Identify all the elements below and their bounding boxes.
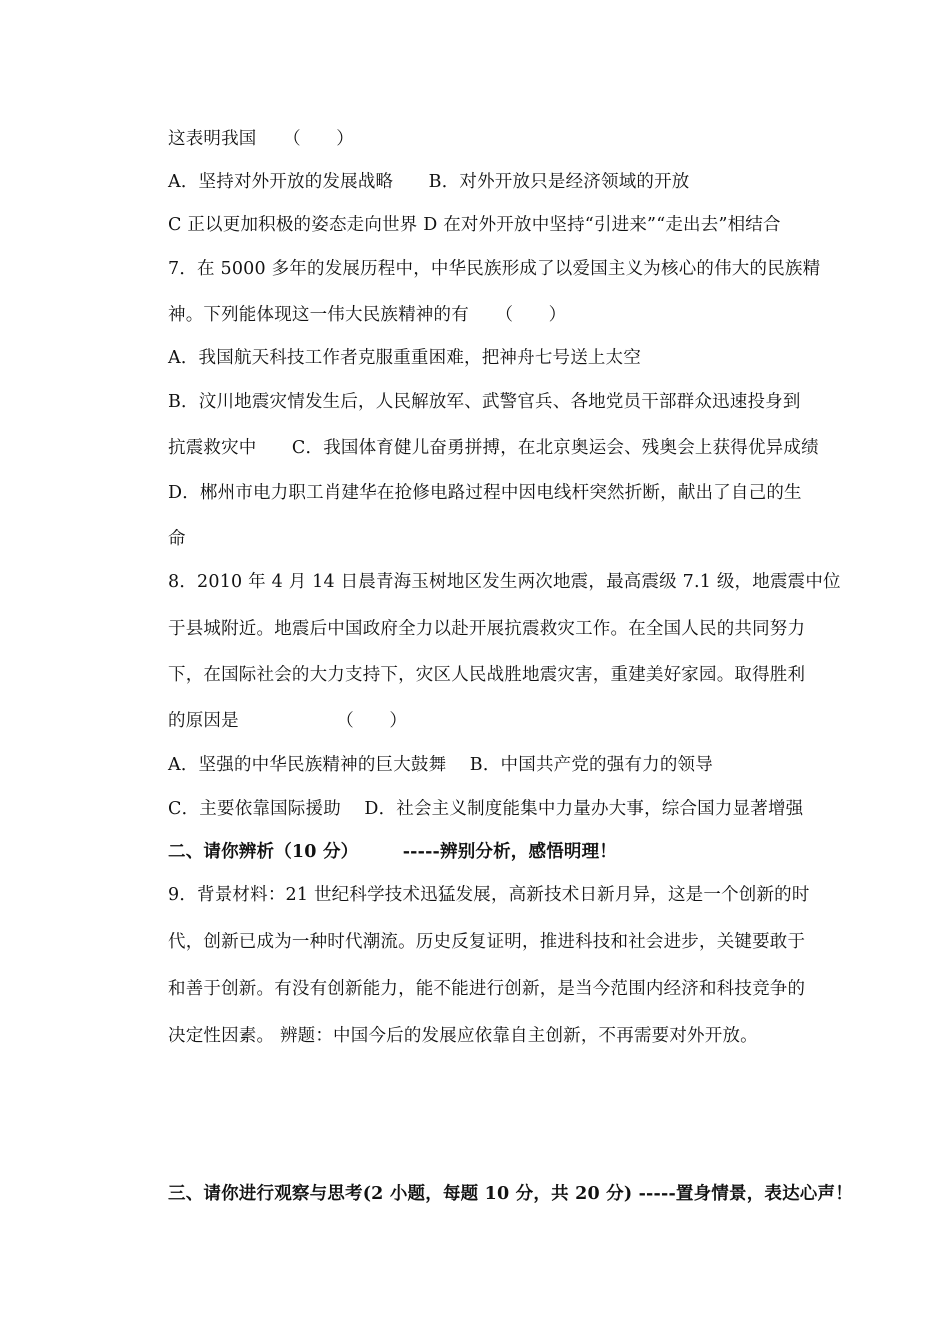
question-8-stem-line-4: 的原因是 （ ）	[168, 711, 408, 731]
question-7-option-d-end: 命	[168, 529, 186, 549]
question-7-option-d: D．郴州市电力职工肖建华在抢修电路过程中因电线杆突然折断，献出了自己的生	[168, 483, 802, 503]
question-6-options-cd: C 正以更加积极的姿态走向世界 D 在对外开放中坚持“引进来”“走出去”相结合	[168, 215, 781, 235]
question-6-options-ab: A．坚持对外开放的发展战略 B．对外开放只是经济领域的开放	[168, 172, 690, 192]
question-9-line-2: 代，创新已成为一种时代潮流。历史反复证明，推进科技和社会进步，关键要敢于	[168, 932, 806, 952]
question-7-stem-line-1: 7．在 5000 多年的发展历程中，中华民族形成了以爱国主义为核心的伟大的民族精	[168, 259, 821, 279]
question-8-stem-line-3: 下，在国际社会的大力支持下，灾区人民战胜地震灾害，重建美好家园。取得胜利	[168, 665, 806, 685]
question-8-stem-line-1: 8．2010 年 4 月 14 日晨青海玉树地区发生两次地震，最高震级 7.1 级，地震震中位	[168, 572, 841, 592]
question-8-options-ab: A．坚强的中华民族精神的巨大鼓舞 B．中国共产党的强有力的领导	[168, 755, 713, 775]
question-7-option-b-c: 抗震救灾中 C．我国体育健儿奋勇拼搏，在北京奥运会、残奥会上获得优异成绩	[168, 438, 819, 458]
question-6-stem-end: 这表明我国 （ ）	[168, 129, 354, 149]
question-9-line-4: 决定性因素。 辨题：中国今后的发展应依靠自主创新，不再需要对外开放。	[168, 1026, 758, 1046]
question-8-options-cd: C．主要依靠国际援助 D．社会主义制度能集中力量办大事，综合国力显著增强	[168, 799, 804, 819]
section-3-heading: 三、请你进行观察与思考(2 小题，每题 10 分，共 20 分) -----置身情景，表达心声！	[168, 1184, 853, 1204]
section-2-heading: 二、请你辨析（10 分） -----辨别分析，感悟明理！	[168, 842, 618, 862]
question-9-line-3: 和善于创新。有没有创新能力，能不能进行创新，是当今范围内经济和科技竞争的	[168, 979, 806, 999]
question-9-line-1: 9．背景材料：21 世纪科学技术迅猛发展，高新技术日新月异，这是一个创新的时	[168, 885, 810, 905]
question-8-stem-line-2: 于县城附近。地震后中国政府全力以赴开展抗震救灾工作。在全国人民的共同努力	[168, 619, 806, 639]
question-7-option-b: B．汶川地震灾情发生后，人民解放军、武警官兵、各地党员干部群众迅速投身到	[168, 392, 801, 412]
question-7-stem-line-2: 神。下列能体现这一伟大民族精神的有 （ ）	[168, 305, 567, 325]
question-7-option-a: A．我国航天科技工作者克服重重困难，把神舟七号送上太空	[168, 348, 642, 368]
